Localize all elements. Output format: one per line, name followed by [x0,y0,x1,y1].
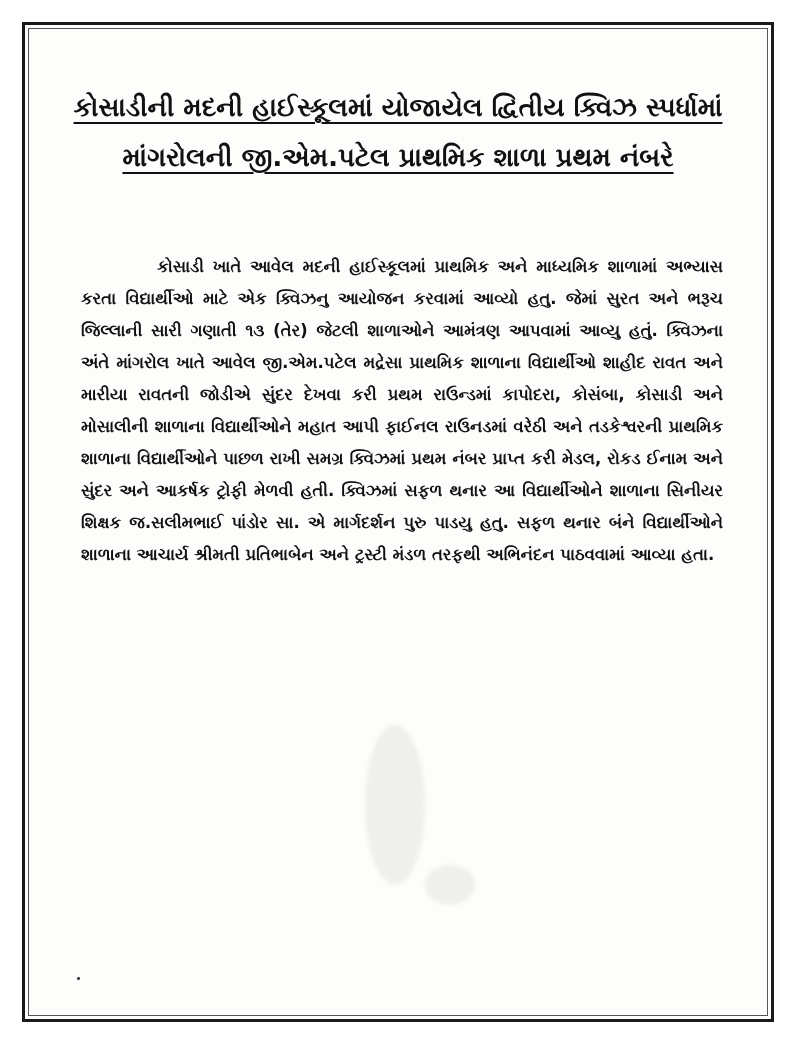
headline-line-2: માંગરોલની જી.એમ.પટેલ પ્રાથમિક શાળા પ્રથમ નંબરે [122,143,674,173]
article-body: કોસાડી ખાતે આવેલ મદની હાઈસ્કૂલમાં પ્રાથમિક અને માધ્યમિક શાળામાં અભ્યાસ કરતા વિદ્યાર્થીઓ માટે એક ક્વિઝનુ આયોજન કરવામાં આવ્યો હતુ. જેમાં સુરત અને ભરૂચ જિલ્લાની સારી ગણાતી ૧૩ (તેર) જેટલી શાળાઓને આમંત્રણ આપવામાં આવ્યુ હતું. ક્વિઝના અંતે માંગરોલ ખાતે આવેલ જી.એમ.પટેલ મદ્રેસા પ્રાથમિક શાળાના વિદ્યાર્થીઓ શાહીદ રાવત અને મારીયા રાવતની જોડીએ સુંદર દેખવા કરી પ્રથમ રાઉન્ડમાં કાપોદરા, કોસંબા, કોસાડી અને મોસાલીની શાળાના વિદ્યાર્થીઓને મહાત આપી ફાઈનલ રાઉનડમાં વરેઠી અને તડકેશ્વરની પ્રાથમિક શાળાના વિદ્યાર્થીઓને પાછળ રાખી સમગ્ર ક્વિઝમાં પ્રથમ નંબર પ્રાપ્ત કરી મેડલ, રોકડ ઈનામ અને સુંદર અને આકર્ષક ટ્રોફી મેળવી હતી. ક્વિઝમાં સફળ થનાર આ વિદ્યાર્થીઓને શાળાના સિનીયર શિક્ષક જ.સલીમભાઈ પાંડોર સા. એ માર્ગદર્શન પુરુ પાડયુ હતુ. સફળ થનાર બંને વિદ્યાર્થીઓને શાળાના આચાર્ય શ્રીમતી પ્રતિભાબેન અને ટ્રસ્ટી મંડળ તરફથી અભિનંદન પાઠવવામાં આવ્યા હતા. [81,257,723,564]
scan-smudge [425,865,475,905]
page-frame [22,22,774,1022]
headline-line-1: કોસાડીની મદની હાઈસ્કૂલમાં યોજાયેલ દ્વિતીય ક્વિઝ સ્પર્ધામાં [73,93,723,123]
headline [55,83,741,183]
scan-smudge [365,725,425,885]
scan-speck [77,977,80,980]
